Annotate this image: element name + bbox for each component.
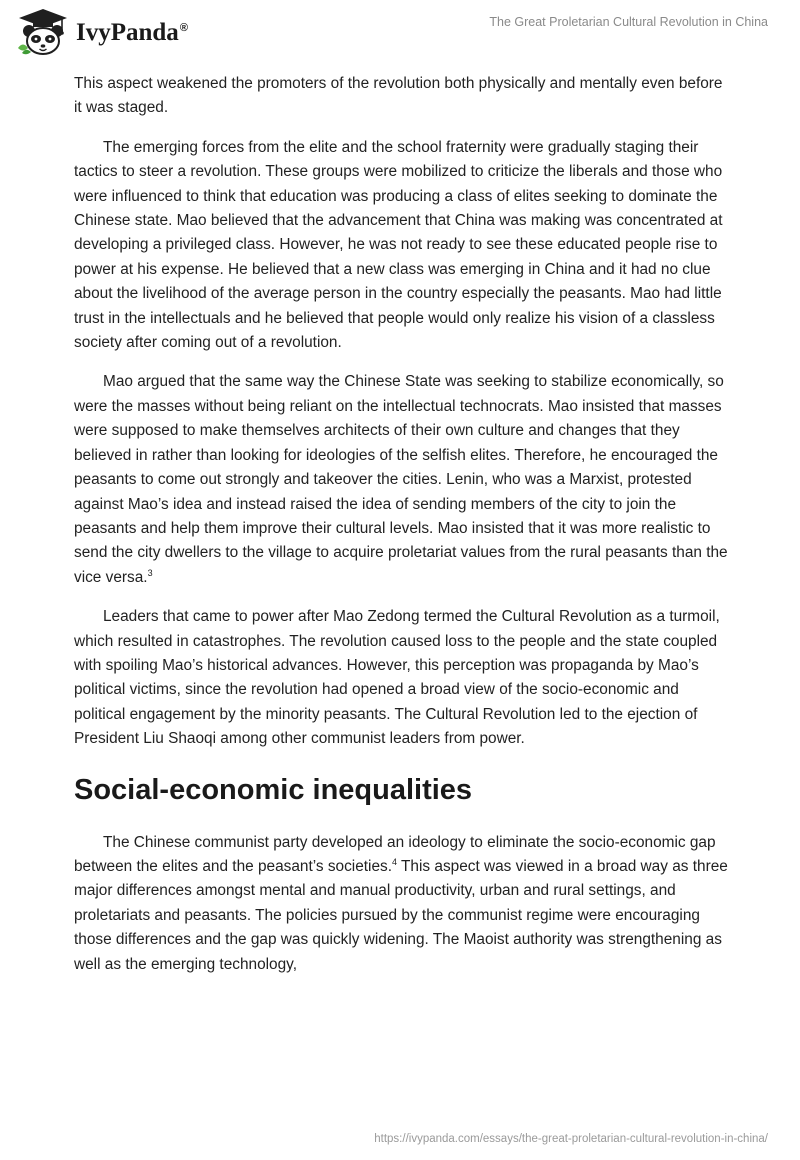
- paragraph-1: This aspect weakened the promoters of the revolution both physically and mentally even before it was staged.: [74, 75, 723, 117]
- paragraph-4: Leaders that came to power after Mao Zedong termed the Cultural Revolution as a turmoil, which resulted in catastrophes. The revolution caused loss to the people and the state coupled with spoiling Mao’s historical advances. However, this perception was propaganda by Mao’s political victims, since the revolution had opened a broad view of the socio-economic and political engagement by the minority peasants. The Cultural Revolution led to the ejection of President Liu Shaoqi among other communist leaders from power.: [74, 608, 720, 748]
- registered-mark: ®: [179, 21, 188, 34]
- section-heading: Social-economic inequalities: [74, 773, 473, 806]
- page-header: [0, 0, 800, 60]
- source-url[interactable]: https://ivypanda.com/essays/the-great-proletarian-cultural-revolution-in-china/: [374, 1133, 768, 1145]
- document-title: The Great Proletarian Cultural Revolution in China: [489, 15, 768, 29]
- paragraph-3-text: Mao argued that the same way the Chinese State was seeking to stabilize economically, so were the masses without being reliant on the intellectual technocrats. Mao insisted that masses were supposed to make themselves architects of their own culture and changes that they believed in rather than looking for ideologies of the selfish elites. Therefore, he encouraged the peasants to come out strongly and takeover the cities. Lenin, who was a Marxist, protested against Mao’s idea and instead raised the idea of sending members of the city to join the peasants and help them improve their cultural levels. Mao insisted that it was more realistic to send the city dwellers to the village to acquire proletariat values from the rural peasants than the vice versa.: [74, 373, 728, 586]
- paragraph-5: [74, 831, 734, 977]
- footnote-ref-4[interactable]: 4: [392, 856, 398, 867]
- paragraph-2: The emerging forces from the elite and the school fraternity were gradually staging their tactics to steer a revolution. These groups were mobilized to criticize the liberals and those who were influenced to think that education was producing a class of elites seeking to dominate the Chinese state. Mao believed that the advancement that China was making was concentrated at developing a privileged class. However, he was not ready to see these educated people rise to power at his expense. He believed that a new class was emerging in China and it had no clue about the livelihood of the average person in the country especially the peasants. Mao had little trust in the intellectuals and he believed that people would only realize his vision of a classless society after coming out of a revolution.: [74, 138, 723, 352]
- paragraph-5-text-a: The Chinese communist party developed an ideology to eliminate the socio-economic gap between the elites and the peasant’s societies.: [74, 833, 716, 875]
- footnote-ref-3[interactable]: 3: [147, 567, 153, 578]
- brand-name: IvyPanda®: [76, 19, 188, 46]
- essay-body: [74, 72, 734, 992]
- brand-logo[interactable]: [14, 8, 188, 56]
- paragraph-3: [74, 370, 734, 590]
- paragraph-5-text-b: This aspect was viewed in a broad way as three major differences amongst mental and manual productivity, urban and rural settings, and proletariats and peasants. The policies pursued by the communist regime were encouraging those differences and the gap was quickly widening. The Maoist authority was strengthening as well as the emerging technology,: [74, 857, 728, 973]
- panda-graduate-icon: [14, 8, 72, 56]
